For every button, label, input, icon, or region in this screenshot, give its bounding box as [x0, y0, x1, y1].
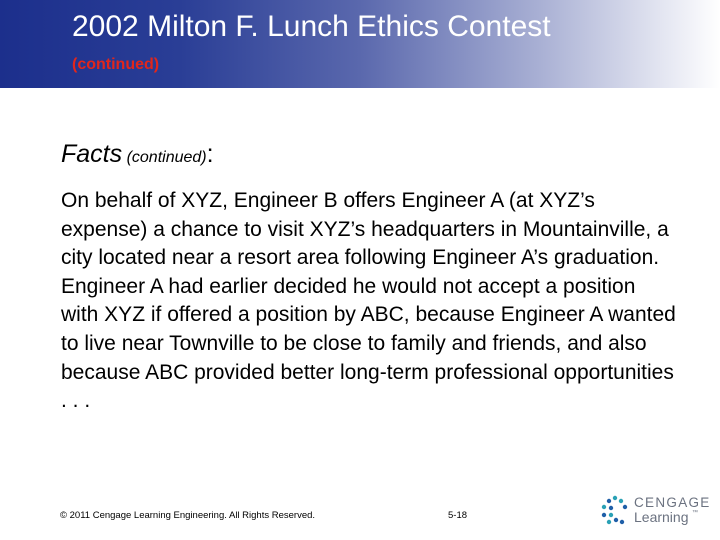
facts-colon: : [206, 140, 214, 168]
slide-subtitle: (continued) [72, 56, 160, 73]
logo-word-learning: Learning [634, 509, 689, 525]
footer-page-number: 5-18 [448, 510, 468, 521]
facts-label: Facts [61, 140, 123, 168]
cengage-dots-icon [600, 495, 630, 525]
logo-trademark: ™ [692, 510, 698, 516]
facts-qualifier: (continued) [126, 149, 207, 166]
cengage-logo [600, 494, 712, 528]
facts-heading [61, 140, 214, 169]
facts-body-text: On behalf of XYZ, Engineer B offers Engineer A (at XYZ’s expense) a chance to visit XYZ’s headquarters in Mountainville, a city located near a resort area following Engineer A’s graduation. Engineer A had earlier decided he would not accept a position with XYZ if offered a position by ABC, because Engineer A wanted to live near Townville to be close to family and friends, and also because ABC provided better long-term professional opportunities . . . [61, 189, 676, 413]
footer-copyright: © 2011 Cengage Learning Engineering. All Rights Reserved. [60, 510, 316, 521]
slide-title: 2002 Milton F. Lunch Ethics Contest [72, 10, 551, 43]
logo-word-cengage: CENGAGE [634, 495, 711, 510]
